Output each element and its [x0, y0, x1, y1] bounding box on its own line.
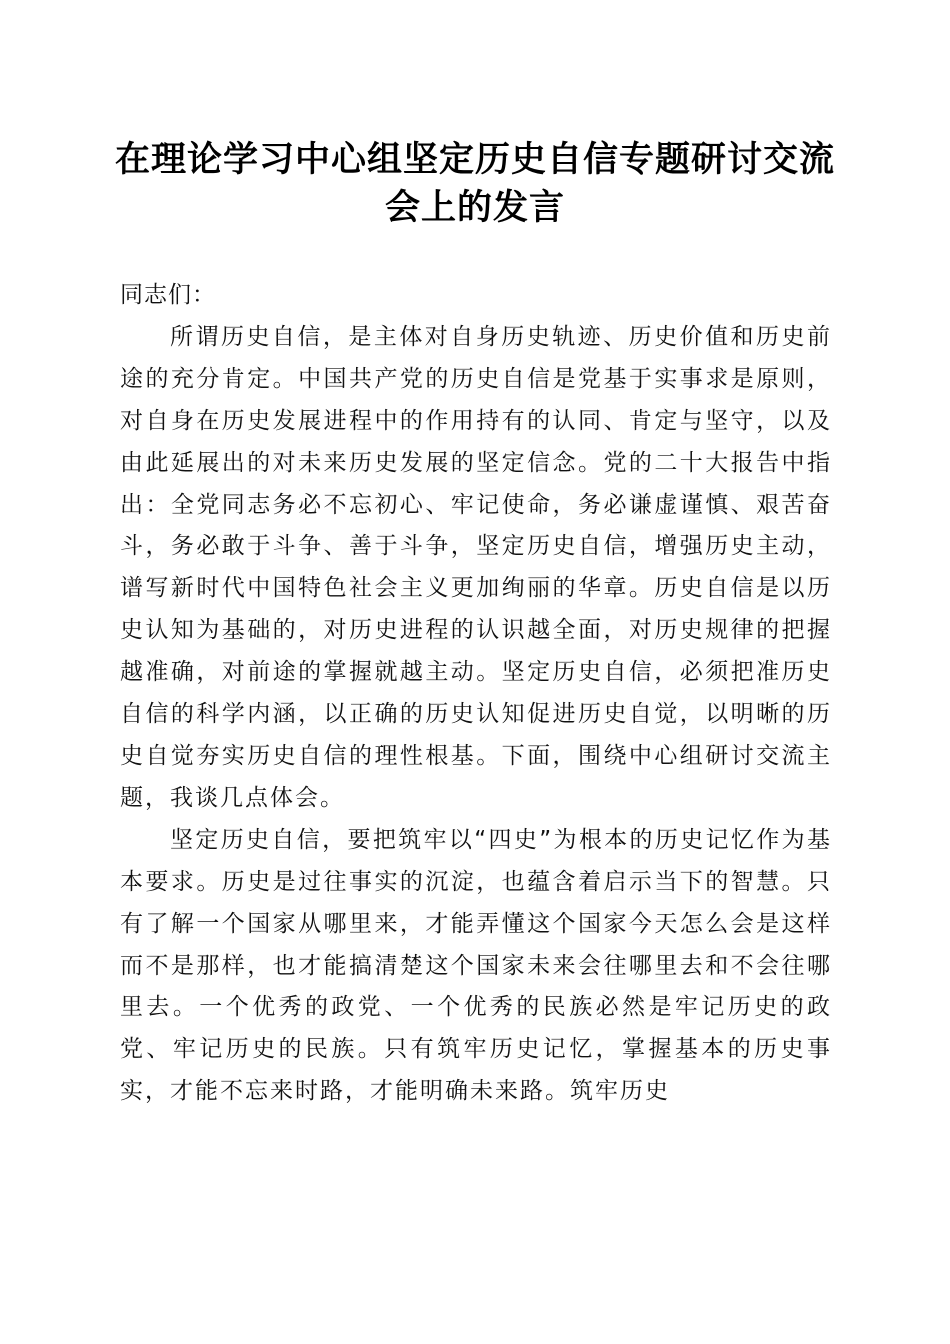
title-line-1: 在理论学习中心组坚定历史自信专题研讨交流 — [114, 139, 835, 180]
title-line-2: 会上的发言 — [384, 187, 565, 228]
body-paragraph-1: 所谓历史自信，是主体对自身历史轨迹、历史价值和历史前途的充分肯定。中国共产党的历史自信是党基于实事求是原则，对自身在历史发展进程中的作用持有的认同、肯定与坚守，以及由此延展出的对未来历史发展的坚定信念。党的二十大报告中指出：全党同志务必不忘初心、牢记使命，务必谦虚谨慎、艰苦奋斗，务必敢于斗争、善于斗争，坚定历史自信，增强历史主动，谱写新时代中国特色社会主义更加绚丽的华章。历史自信是以历史认知为基础的，对历史进程的认识越全面，对历史规律的把握越准确，对前途的掌握就越主动。坚定历史自信，必须把准历史自信的科学内涵，以正确的历史认知促进历史自觉，以明晰的历史自觉夯实历史自信的理性根基。下面，围绕中心组研讨交流主题，我谈几点体会。 — [120, 323, 832, 811]
salutation: 同志们： — [120, 282, 216, 308]
document-body — [120, 275, 832, 1113]
body-paragraph-2: 坚定历史自信，要把筑牢以“四史”为根本的历史记忆作为基本要求。历史是过往事实的沉淀，也蕴含着启示当下的智慧。只有了解一个国家从哪里来，才能弄懂这个国家今天怎么会是这样而不是那样，也才能搞清楚这个国家未来会往哪里去和不会往哪里去。一个优秀的政党、一个优秀的民族必然是牢记历史的政党、牢记历史的民族。只有筑牢历史记忆，掌握基本的历史事实，才能不忘来时路，才能明确未来路。筑牢历史 — [120, 826, 832, 1105]
document-title — [110, 136, 840, 232]
